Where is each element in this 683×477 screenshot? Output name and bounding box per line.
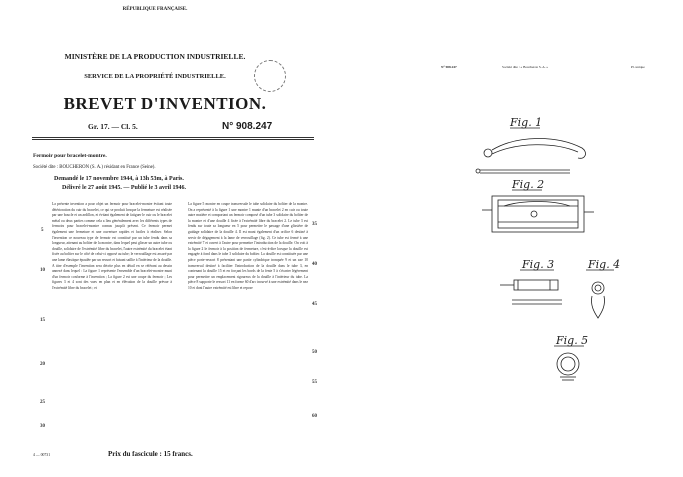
line-number: 35: [312, 222, 317, 227]
patent-title: BREVET D'INVENTION.: [63, 94, 267, 113]
invention-subject: Fermoir pour bracelet-montre.: [33, 153, 107, 159]
figure-label: Fig. 4: [588, 258, 621, 271]
technical-drawings: [342, 0, 683, 477]
print-code: 4 — 00731: [33, 453, 51, 457]
line-number: 55: [312, 380, 317, 385]
applicant-company: Société dite : BOUCHERON (S. A.) résidant en France (Seine).: [33, 165, 156, 170]
price-line: Prix du fascicule : 15 francs.: [108, 450, 193, 458]
line-number: 45: [312, 302, 317, 307]
sleeve-elevation-drawing: [592, 282, 604, 294]
figure-label: Fig. 5: [556, 334, 589, 347]
divider-rule: [32, 139, 314, 140]
divider-rule: [32, 137, 314, 138]
line-number: 10: [40, 268, 45, 273]
patent-drawings-page: [342, 0, 683, 477]
drawing-header-number: N° 908.247: [441, 65, 457, 69]
figure-label: Fig. 1: [510, 116, 543, 129]
filing-date: Demandé le 17 novembre 1944, à 13h 53m, à Paris.: [54, 176, 184, 182]
figure-label: Fig. 3: [522, 258, 555, 271]
drawing-header-plate: Pl. unique: [631, 65, 645, 69]
drawing-header-company: Société dite : « Boucheron S. A. »: [502, 65, 549, 69]
text-column-1: La présente invention a pour objet un fermoir pour bracelet-montre évitant toute détérioration du cuir du bracelet, ce qui se produit lorsque la fermeture est réalisée par une boucle et un ardillon, et évitant également de fatiguer le cuir ou le bracelet métal ou deux parties comme cela a lieu généralement avec les différents types de fermoirs pour bracelet-montre connus jusqu'à présent. Ce fermoir permet également une fermeture et une ouverture rapides et faciles à réaliser. Selon l'invention ce nouveau type de fermoir est constitué par un tube fendu dans sa longueur, attenant au boîtier de la montre, dans lequel peut glisser un autre tube ou douille, solidaire de l'extrémité libre du bracelet, l'autre extrémité du bracelet étant fixée au boîtier sur le côté de celui-ci opposé au tube; le verrouillage est assuré par une lame élastique épaulée par un ressort et faisant saillie à l'intérieur de la douille. A titre d'exemple l'invention sera décrite plus en détail en se référant au dessin annexé dans lequel : La figure 1 représente l'ensemble d'un bracelet-montre muni d'un fermoir conforme à l'invention ; La figure 2 est une coupe du fermoir ; Les figures 3 et 4 sont des vues en plan et en élévation de la douille prévue à l'extrémité libre du bracelet ; et: [52, 202, 172, 290]
watch-case-drawing: [484, 149, 492, 157]
sleeve-plan-drawing: [514, 280, 558, 290]
line-number: 50: [312, 350, 317, 355]
line-number: 25: [40, 400, 45, 405]
patent-number: N° 908.247: [222, 121, 273, 132]
patent-classification: Gr. 17. — Cl. 5.: [88, 122, 138, 131]
tube-cross-section-drawing: [557, 353, 579, 375]
line-number: 40: [312, 262, 317, 267]
ministry-header: MINISTÈRE DE LA PRODUCTION INDUSTRIELLE.: [64, 52, 246, 61]
text-column-2: La figure 5 montre en coupe transversale le tube solidaire du boîtier de la montre. On a représenté à la figure 1 une montre 1 munie d'un bracelet 2 en cuir ou toute autre matière et comportant un fermoir composé d'un tube 3 solidaire du boîtier de la montre et d'une douille 4 fixée à l'extrémité libre du bracelet 2. Le tube 3 est fendu sur toute sa longueur en 5 pour permettre le passage d'une glissière de guidage solidaire de la douille 4. Il est muni également d'un orifice 6 destiné à servir de dégagement à la lame de verrouillage (fig. 2). Ce tube est fermé à une extrémité 7 et ouvert à l'autre pour permettre l'introduction de la douille. On voit à la figure 2 le fermoir à la position de fermeture, c'est-à-dire lorsque la douille est engagée à fond dans le tube 3 solidaire du boîtier. La douille est constituée par une pièce porte-ressort 8 présentant une partie cylindrique tronquée 9 et un axe 10 transversal destiné à faciliter l'introduction de la douille dans le tube 3, en contenant la douille 15 et en forçant les bords de la fente 5 à s'écarter légèrement pour permettre un emplacement rigoureux de la douille à l'intérieur du tube. La pièce 8 supporte le ressort 11 en forme 60 d'arc incurvé à une extrémité dans le nez 10 et dont l'autre extrémité est libre et repose: [188, 202, 308, 290]
publication-date: Délivré le 27 août 1945. — Publié le 3 avril 1946.: [62, 185, 186, 191]
office-stamp: [254, 60, 286, 92]
line-number: 20: [40, 362, 45, 367]
service-header: SERVICE DE LA PROPRIÉTÉ INDUSTRIELLE.: [84, 73, 226, 80]
figure-label: Fig. 2: [512, 178, 545, 191]
line-number: 15: [40, 318, 45, 323]
line-number: 30: [40, 424, 45, 429]
republic-header: RÉPUBLIQUE FRANÇAISE.: [122, 7, 188, 12]
line-number: 5: [41, 228, 44, 233]
line-number: 60: [312, 414, 317, 419]
